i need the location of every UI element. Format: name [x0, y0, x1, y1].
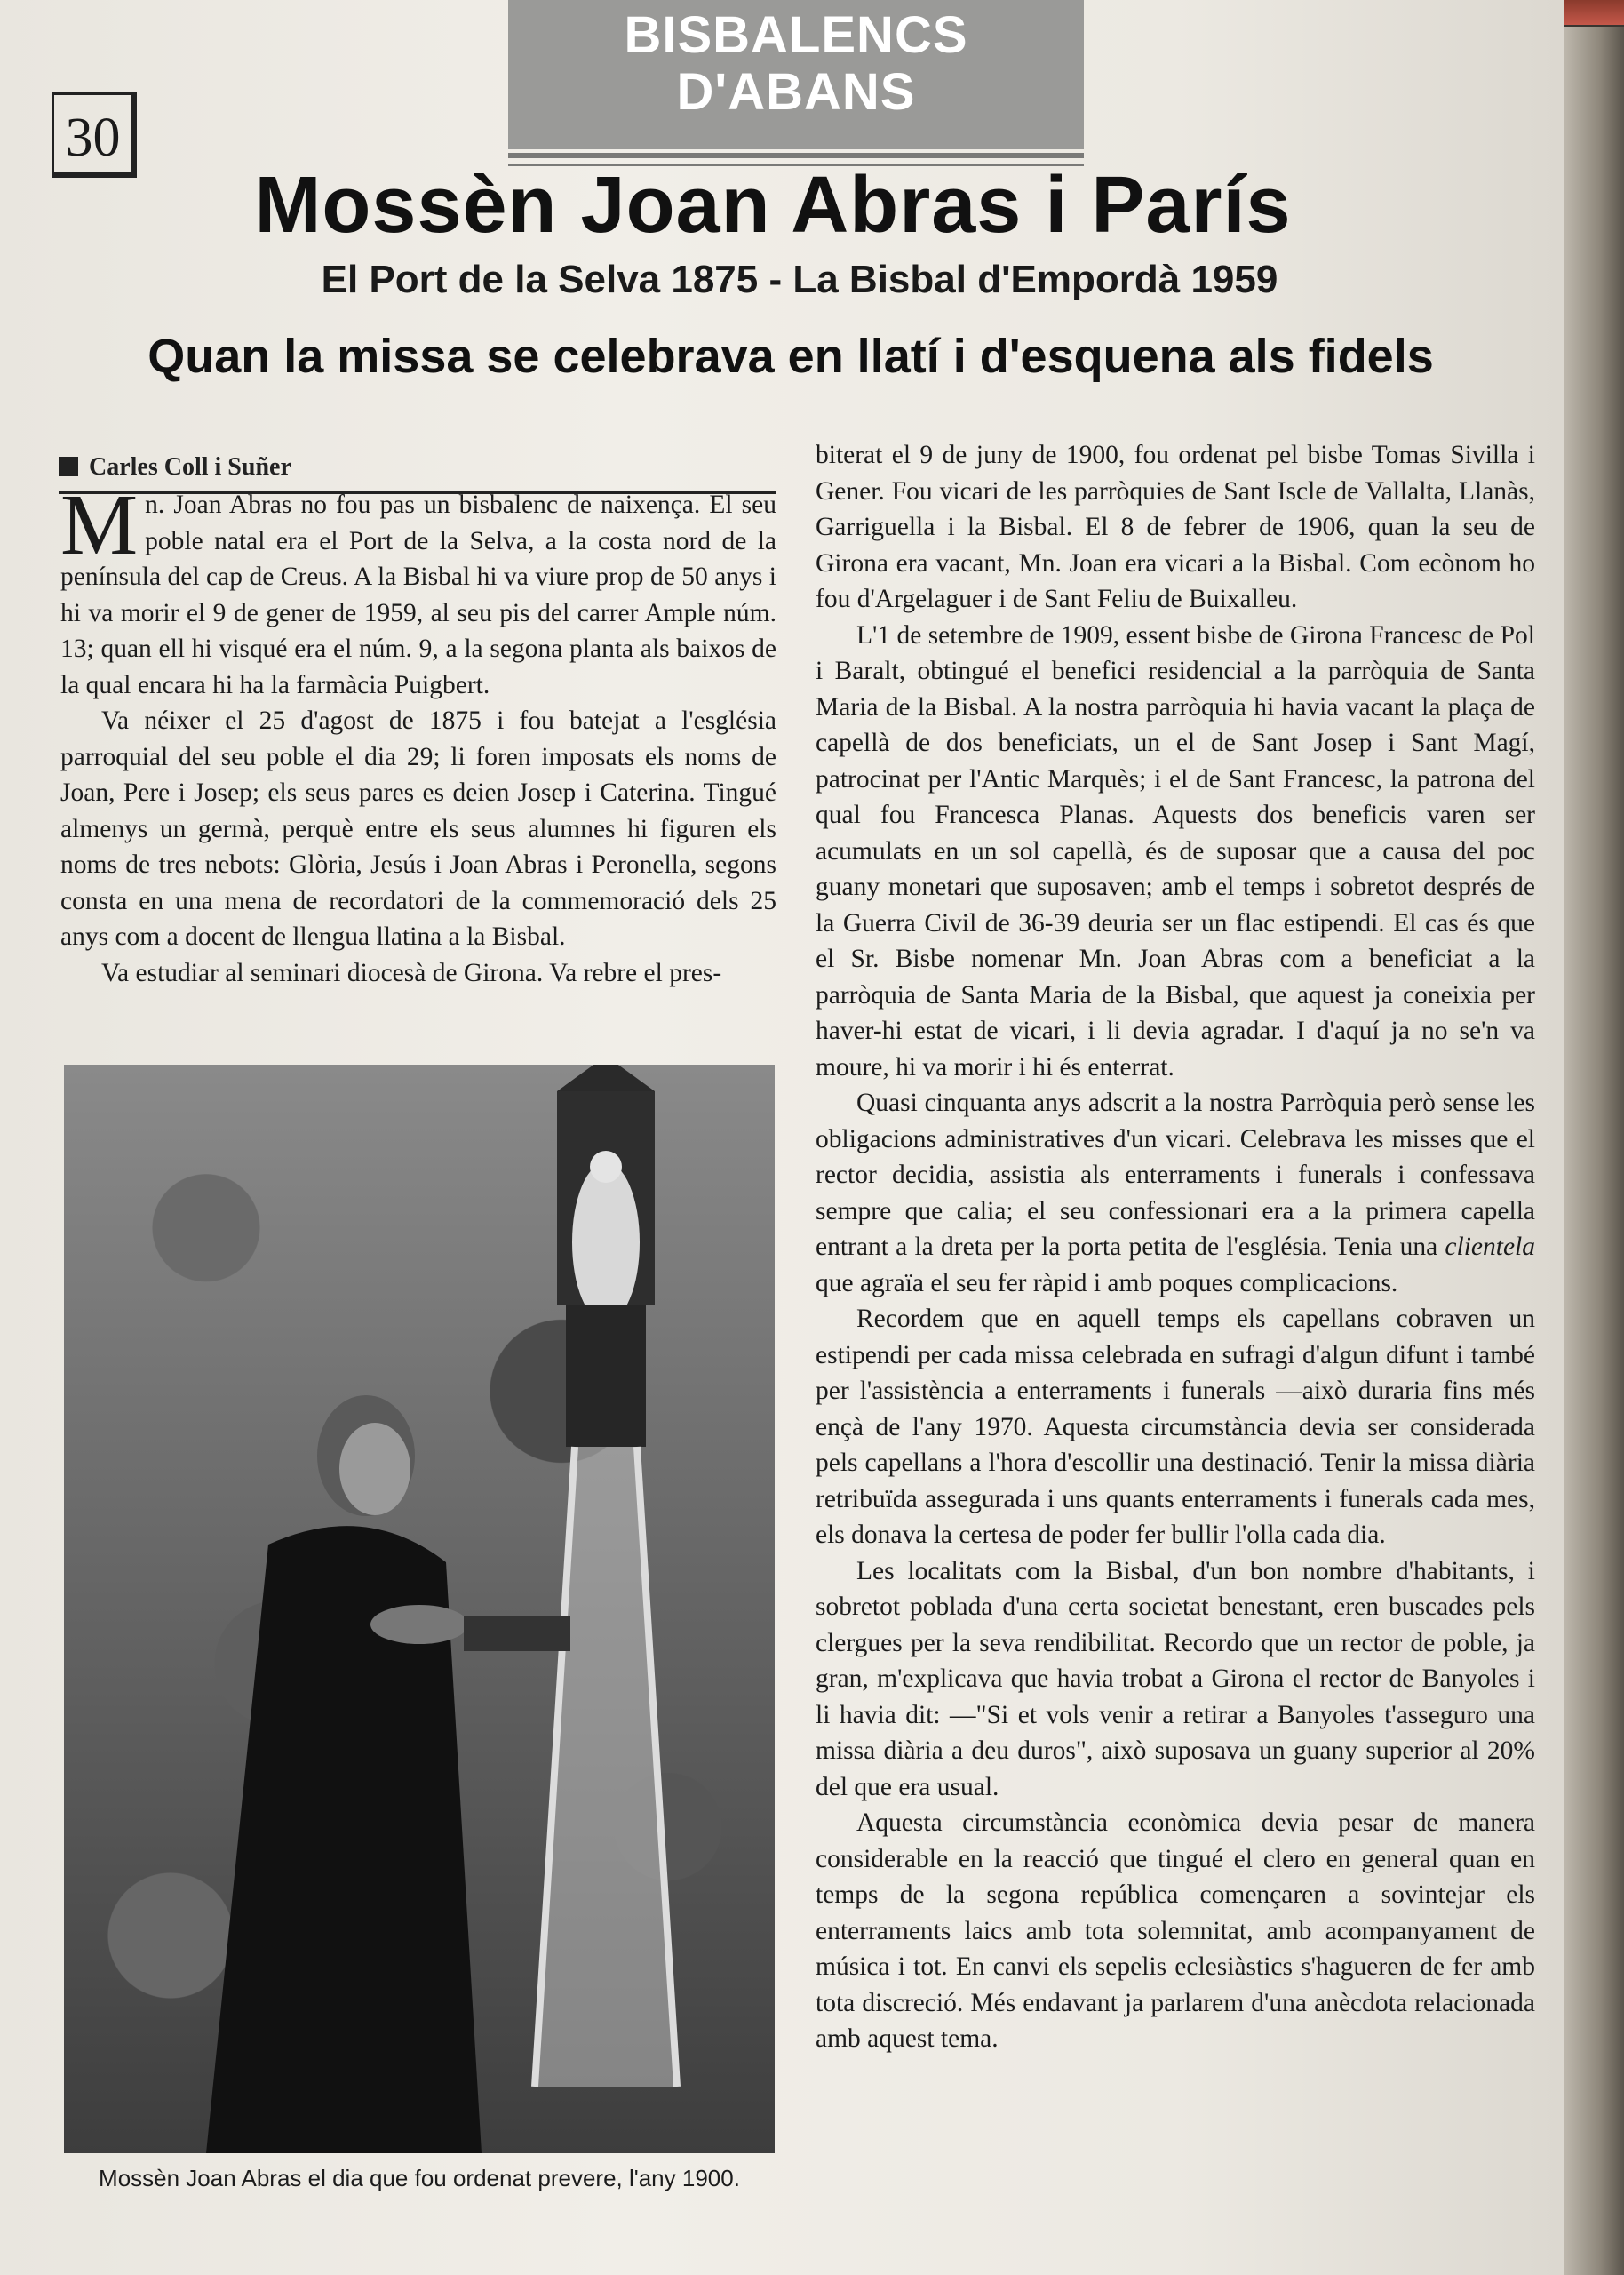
paragraph: Recordem que en aquell temps els capellans cobraven un estipendi per cada missa celebrada en sufragi d'algun difunt i també per l'assistència a enterraments i funerals —això duraria fins més ençà de l'any 1970. Aquesta circumstància devia ser considerada pels capellans a l'hora d'escollir una destinació. Tenir la missa diària retribuïda assegurada i uns quants enterraments i funerals cada mes, els donava la certesa de poder fer bullir l'olla cada dia.	[816, 1305, 1535, 1549]
author-name: Carles Coll i Suñer	[89, 453, 291, 481]
article-headline: Quan la missa se celebrava en llatí i d'esquena als fidels	[147, 330, 1434, 383]
section-banner	[508, 0, 1084, 149]
paragraph: Va néixer el 25 d'agost de 1875 i fou batejat a l'església parroquial del seu poble el dia 29; li foren imposats els noms de Joan, Pere i Josep; els seus pares es deien Josep i Caterina. Tingué almenys un germà, perquè entre els seus alumnes hi figuren els noms de tres nebots: Glòria, Jesús i Joan Abras i Peronella, segons consta en una mena de recordatori de la commemoració dels 25 anys com a docent de llengua llatina a la Bisbal.	[60, 706, 776, 951]
photo-illustration	[64, 1065, 775, 2153]
drop-cap: M	[60, 477, 139, 573]
section-line2: D'ABANS	[676, 63, 916, 121]
article-subtitle: El Port de la Selva 1875 - La Bisbal d'Empordà 1959	[321, 258, 1278, 301]
priest-photograph	[64, 1065, 775, 2153]
left-column	[60, 477, 776, 991]
page-edge	[1564, 27, 1624, 2275]
paragraph: biterat el 9 de juny de 1900, fou ordenat pel bisbe Tomas Sivilla i Gener. Fou vicari de les parròquies de Sant Iscle de Vallalta, Llanàs, Garriguella i la Bisbal. El 8 de febrer de 1906, quan la seu de Girona era vacant, Mn. Joan era vicari a la Bisbal. Com ecònom ho fou d'Argelaguer i de Sant Feliu de Buixalleu.	[816, 441, 1535, 613]
paragraph-text: Quasi cinquanta anys adscrit a la nostra Parròquia però sense les obligacions administratives d'un vicari. Celebrava les misses que el rector decidia, assistia als enterraments i funerals i confessava sempre que calia; el seu confessionari era a la primera capella entrant a la dreta per la porta petita de l'església. Tenia una	[816, 1089, 1535, 1261]
banner-rule	[508, 153, 1084, 158]
emphasis: clientela	[1445, 1233, 1535, 1261]
right-column	[816, 437, 1535, 2057]
paragraph	[816, 1085, 1535, 1301]
section-line1: BISBALENCS	[624, 6, 968, 64]
page-number: 30	[52, 92, 137, 178]
paragraph: Les localitats com la Bisbal, d'un bon nombre d'habitants, i sobretot poblada d'una certa societat benestant, eren buscades pels clergues per la seva rendibilitat. Recordo que un rector de poble, ja gran, m'explicava que havia trobat a Girona el rector de Banyoles i li havia dit: —"Si et vols venir a retirar a Banyoles t'asseguro una missa diària a deu duros", això suposava un guany superior al 20% del que era usual.	[816, 1556, 1535, 1801]
paragraph-text: que agraïa el seu fer ràpid i amb poques complicacions.	[816, 1268, 1398, 1297]
paragraph-text: n. Joan Abras no fou pas un bisbalenc de naixença. El seu poble natal era el Port de la Selva, a la costa nord de la península del cap de Creus. A la Bisbal hi va viure prop de 50 anys i hi va morir el 9 de gener de 1959, al seu pis del carrer Ample núm. 13; quan ell hi visqué era el núm. 9, a la segona planta als baixos de la qual encara hi ha la farmàcia Puigbert.	[60, 491, 776, 699]
paragraph	[60, 477, 776, 703]
article-title: Mossèn Joan Abras i París	[254, 161, 1292, 250]
paragraph: Va estudiar al seminari diocesà de Girona. Va rebre el pres-	[101, 958, 722, 987]
paragraph: L'1 de setembre de 1909, essent bisbe de Girona Francesc de Pol i Baralt, obtingué el benefici residencial a la parròquia de Santa Maria de la Bisbal. A la nostra parròquia hi havia vacant la plaça de capellà de dos beneficiats, un el de Sant Josep i Sant Magí, patrocinat per l'Antic Marquès; i el de Sant Francesc, la patrona del qual fou Francesca Planas. Aquests dos beneficis varen ser acumulats en un sol capellà, és de suposar que a causa del poc guany monetari que suposaven; amb el temps i sobretot després de la Guerra Civil de 36-39 deuria ser un flac estipendi. El cas és que el Sr. Bisbe nomenar Mn. Joan Abras com a beneficiat a la parròquia de Santa Maria de la Bisbal, que aquest ja coneixia per haver-hi estat de vicari, i li devia agradar. I d'aquí ja no se'n va moure, hi va morir i hi és enterrat.	[816, 620, 1535, 1082]
photo-caption: Mossèn Joan Abras el dia que fou ordenat prevere, l'any 1900.	[99, 2165, 740, 2191]
paragraph: Aquesta circumstància econòmica devia pesar de manera considerable en la reacció que tingué el clero en general quan en temps de la segona república començaren a sovintejar els enterraments laics amb tota solemnitat, amb acompanyament de música i tot. En canvi els sepelis eclesiàstics s'hagueren de fer amb tota discreció. Més endavant ja parlarem d'una anècdota relacionada amb aquest tema.	[816, 1808, 1535, 2053]
byline-square-icon	[59, 457, 78, 476]
